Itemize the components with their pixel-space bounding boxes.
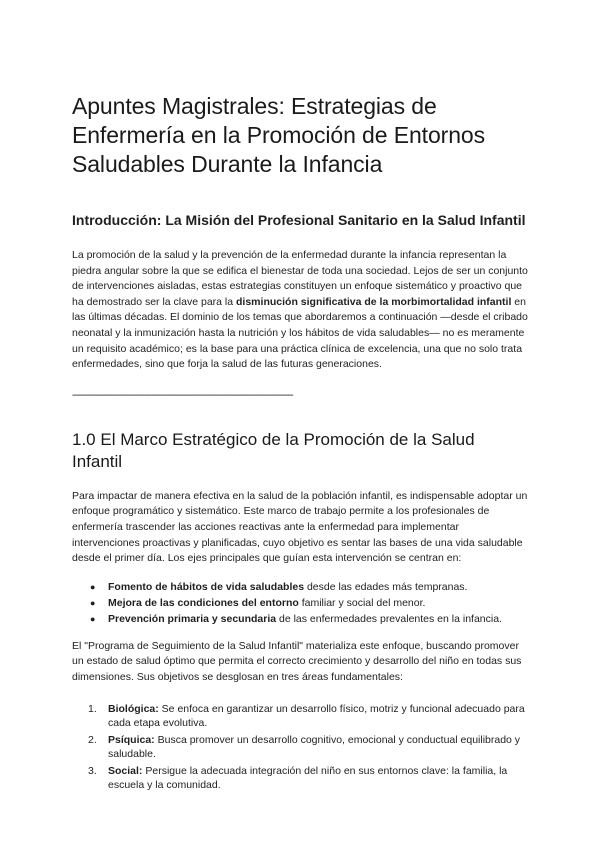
section-heading: 1.0 El Marco Estratégico de la Promoción de la Salud Infantil bbox=[72, 429, 475, 471]
numbered-item bbox=[72, 733, 528, 762]
program-paragraph: El "Programa de Seguimiento de la Salud Infantil" materializa este enfoque, buscando promover un estado de salud óptimo que permita el correcto crecimiento y desarrollo del niño en todas sus dimensiones. Sus objetivos se desglosan en tres áreas fundamentales: bbox=[72, 639, 522, 683]
numbered-list bbox=[72, 702, 528, 793]
bullet-list bbox=[72, 579, 528, 627]
horizontal-rule: ------------------------------------------------------------------------------------------------ bbox=[72, 388, 293, 401]
numbered-item-bold: Social: bbox=[108, 764, 143, 777]
numbered-item-text: Se enfoca en garantizar un desarrollo físico, motriz y funcional adecuado para cada etapa evolutiva. bbox=[108, 702, 525, 729]
item-number: 1. bbox=[88, 702, 97, 715]
numbered-item bbox=[72, 764, 528, 793]
numbered-item-text: Persigue la adecuada integración del niño en sus entornos clave: la familia, la escuela y la comunidad. bbox=[108, 764, 508, 791]
item-number: 2. bbox=[88, 733, 97, 746]
bullet-icon: ● bbox=[90, 597, 96, 608]
intro-text-bold: disminución significativa de la morbimortalidad infantil bbox=[236, 295, 512, 308]
list-item-text: desde las edades más tempranas. bbox=[304, 580, 468, 593]
numbered-item-text: Busca promover un desarrollo cognitivo, emocional y conductual equilibrado y saludable. bbox=[108, 733, 521, 760]
bullet-icon: ● bbox=[90, 613, 96, 624]
intro-text-start: La promoción de la salud y la prevención de la enfermedad durante la infancia representan la piedra angular sobre la que se edifica el bienestar de toda una sociedad. Lejos de ser un conjunto de intervenciones aisladas, estas estrategias constituyen un enfoque sistemático y proactivo que ha demostrado ser la clave para la bbox=[72, 249, 528, 308]
numbered-item-bold: Biológica: bbox=[108, 702, 159, 715]
list-item-text: de las enfermedades prevalentes en la infancia. bbox=[276, 612, 502, 625]
intro-heading: Introducción: La Misión del Profesional Sanitario en la Salud Infantil bbox=[72, 212, 526, 228]
bullet-icon: ● bbox=[90, 581, 96, 592]
intro-paragraph bbox=[72, 248, 528, 373]
list-item bbox=[72, 579, 528, 595]
numbered-item-bold: Psíquica: bbox=[108, 733, 155, 746]
section-paragraph: Para impactar de manera efectiva en la salud de la población infantil, es indispensable adoptar un enfoque programático y sistemático. Este marco de trabajo permite a los profesionales de enfermería trascender las acciones reactivas ante la enfermedad para implementar intervenciones proactivas y planificadas, cuyo objetivo es sentar las bases de una vida saludable desde el primer día. Los ejes principales que guían esta intervención se centran en: bbox=[72, 489, 528, 565]
document-page bbox=[72, 92, 528, 795]
numbered-item bbox=[72, 702, 528, 731]
list-item-bold: Prevención primaria y secundaria bbox=[108, 612, 277, 625]
item-number: 3. bbox=[88, 764, 97, 777]
list-item bbox=[72, 611, 528, 627]
list-item bbox=[72, 595, 528, 611]
list-item-text: familiar y social del menor. bbox=[298, 596, 426, 609]
document-title: Apuntes Magistrales: Estrategias de Enfermería en la Promoción de Entornos Saludables Durante la Infancia bbox=[72, 93, 485, 177]
list-item-bold: Mejora de las condiciones del entorno bbox=[108, 596, 299, 609]
intro-text-end: en las últimas décadas. El dominio de los temas que abordaremos a continuación —desde el cribado neonatal y la inmunización hasta la nutrición y los hábitos de vida saludables— no es meramente un requisito académico; es la base para una práctica clínica de excelencia, una que no solo trata enfermedades, sino que forja la salud de las futuras generaciones. bbox=[72, 295, 528, 371]
list-item-bold: Fomento de hábitos de vida saludables bbox=[108, 580, 305, 593]
